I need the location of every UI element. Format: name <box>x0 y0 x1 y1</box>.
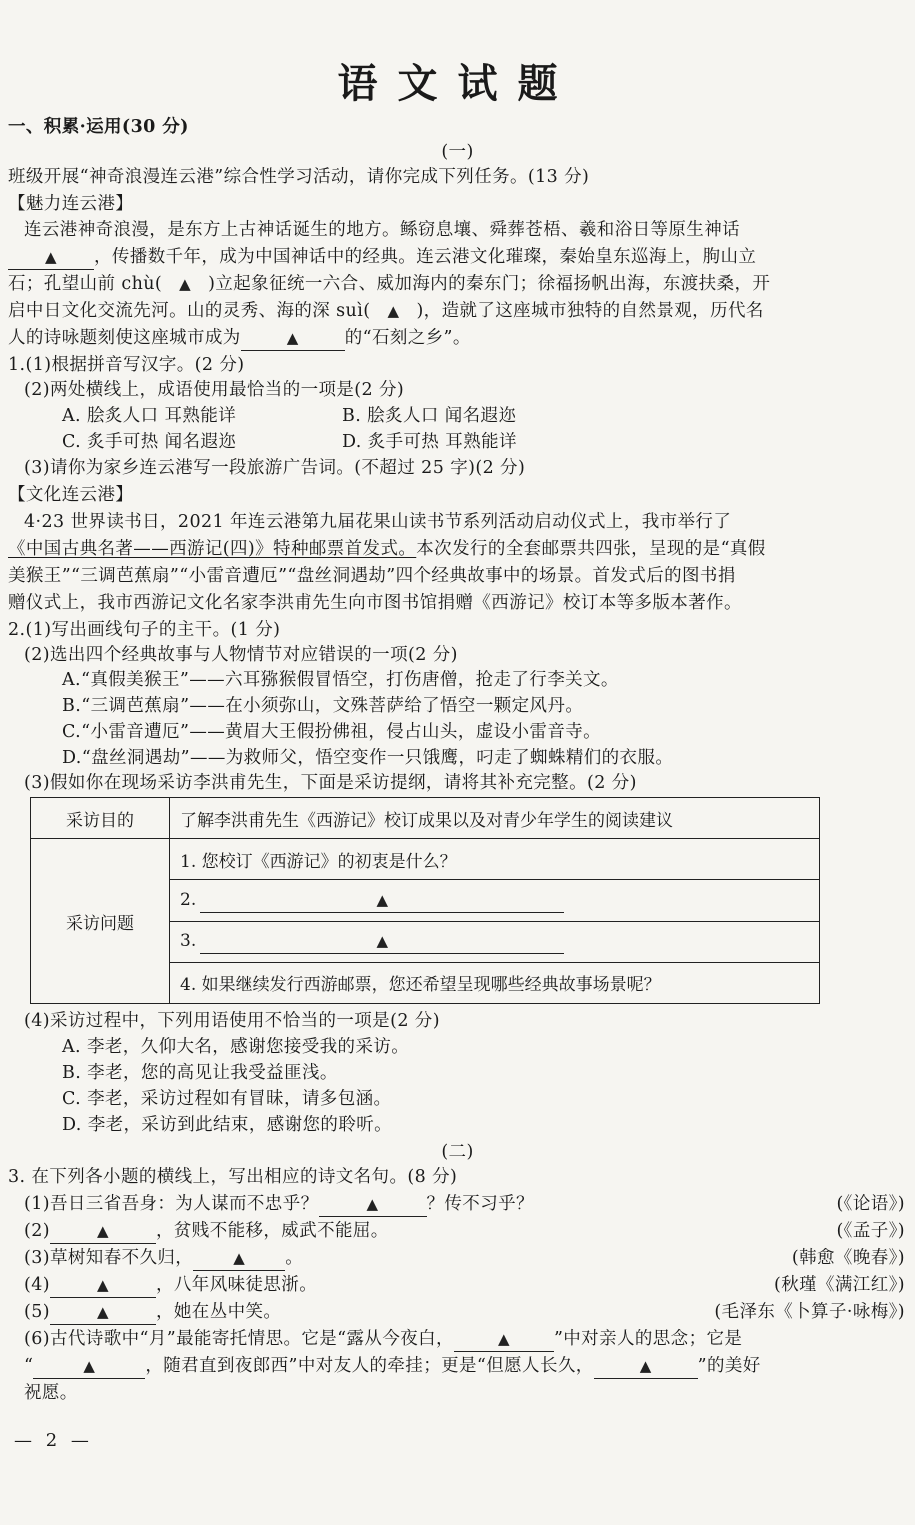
triangle-icon: ▲ <box>97 1276 109 1294</box>
poem-text: ，她在丛中笑。 <box>156 1302 282 1322</box>
poem-text: ”的美好 <box>697 1356 761 1376</box>
triangle-icon: ▲ <box>97 1303 109 1321</box>
table-row <box>31 798 820 839</box>
passage-text: 石；孔望山前 chù( <box>8 274 163 294</box>
poem-source: (秋瑾《满江红》) <box>773 1275 905 1295</box>
activity-intro: 班级开展“神奇浪漫连云港”综合性学习活动，请你完成下列任务。(13 分) <box>8 167 590 187</box>
triangle-icon: ▲ <box>376 890 388 909</box>
table-cell-question <box>170 921 820 962</box>
poem-line-6 <box>24 1325 907 1353</box>
table-header-questions: 采访问题 <box>31 839 170 1004</box>
answer-blank[interactable] <box>241 326 345 351</box>
question-number: 2. <box>180 889 197 910</box>
table-header-purpose: 采访目的 <box>31 798 170 839</box>
question-1-1: 1.(1)根据拼音写汉字。(2 分) <box>8 355 245 375</box>
poem-text: (2) <box>24 1221 50 1241</box>
option-b[interactable]: B.“三调芭蕉扇”——在小须弥山，文殊菩萨给了悟空一颗定风丹。 <box>62 696 584 716</box>
exam-title: 语文试题 <box>337 61 578 107</box>
triangle-icon: ▲ <box>497 1330 510 1348</box>
poem-line-3 <box>24 1244 907 1272</box>
option-c[interactable]: C. 炙手可热 闻名遐迩 <box>62 432 237 452</box>
passage-line: 赠仪式上，我市西游记文化名家李洪甫先生向市图书馆捐赠《西游记》校订本等多版本著作。 <box>8 593 742 613</box>
passage-line <box>8 535 907 563</box>
passage-line <box>8 324 907 352</box>
table-cell-purpose: 了解李洪甫先生《西游记》校订成果以及对青少年学生的阅读建议 <box>170 798 820 839</box>
option-d[interactable]: D. 炙手可热 耳熟能详 <box>342 432 517 452</box>
option-d[interactable]: D. 李老，采访到此结束，感谢您的聆听。 <box>62 1115 393 1135</box>
passage-line <box>8 270 907 298</box>
poem-source: (《论语》) <box>836 1194 905 1214</box>
passage-line: 连云港神奇浪漫，是东方上古神话诞生的地方。鲧窃息壤、舜葬苍梧、羲和浴日等原生神话 <box>24 220 740 240</box>
triangle-icon: ▲ <box>286 329 299 347</box>
part-two-heading: (二) <box>441 1142 474 1162</box>
option-b[interactable]: B. 脍炙人口 闻名遐迩 <box>342 406 517 426</box>
answer-blank[interactable] <box>454 1327 554 1352</box>
passage-text: 人的诗咏题刻使这座城市成为 <box>8 328 241 348</box>
question-2-4: (4)采访过程中，下列用语使用不恰当的一项是(2 分) <box>24 1011 440 1031</box>
answer-blank[interactable] <box>33 1354 145 1379</box>
question-2-2: (2)选出四个经典故事与人物情节对应错误的一项(2 分) <box>24 645 458 665</box>
passage-text: )，造就了这座城市独特的自然景观，历代名 <box>416 301 764 321</box>
answer-blank[interactable] <box>594 1354 698 1379</box>
answer-blank[interactable] <box>8 245 94 270</box>
triangle-icon: ▲ <box>376 932 388 951</box>
question-number: 3. <box>180 931 197 952</box>
poem-text: ？传不习乎？ <box>426 1194 534 1214</box>
answer-blank[interactable] <box>370 297 416 325</box>
option-a[interactable]: A. 脍炙人口 耳熟能详 <box>62 406 237 426</box>
answer-blank[interactable] <box>193 1246 285 1271</box>
poem-line-7 <box>24 1352 907 1380</box>
option-a[interactable]: A.“真假美猴王”——六耳猕猴假冒悟空，打伤唐僧，抢走了行李关文。 <box>62 670 619 690</box>
question-1-2: (2)两处横线上，成语使用最恰当的一项是(2 分) <box>24 380 405 400</box>
table-row <box>31 839 820 880</box>
option-c[interactable]: C.“小雷音遭厄”——黄眉大王假扮佛祖，侵占山头，虚设小雷音寺。 <box>62 722 602 742</box>
poem-text: (6)古代诗歌中“月”最能寄托情思。它是“露从今夜白， <box>24 1329 454 1349</box>
option-d[interactable]: D.“盘丝洞遇劫”——为救师父，悟空变作一只饿鹰，叼走了蜘蛛精们的衣服。 <box>62 748 674 768</box>
page-number: — 2 — <box>14 1430 93 1451</box>
passage-text: 的“石刻之乡”。 <box>344 328 471 348</box>
poem-text: 。 <box>285 1248 304 1268</box>
passage-line: 4·23 世界读书日，2021 年连云港第九届花果山读书节系列活动启动仪式上，我市举行了 <box>24 512 732 532</box>
poem-text: (5) <box>24 1302 50 1322</box>
passage-text: )立起象征统一六合、威加海内的秦东门；徐福扬帆出海，东渡扶桑，开 <box>208 274 771 294</box>
poem-line-2 <box>24 1217 907 1245</box>
option-b[interactable]: B. 李老，您的高见让我受益匪浅。 <box>62 1063 338 1083</box>
module-culture-heading: 【文化连云港】 <box>8 485 134 505</box>
passage-line: 美猴王”“三调芭蕉扇”“小雷音遭厄”“盘丝洞遇劫”四个经典故事中的场景。首发式后的图书捐 <box>8 566 736 586</box>
poem-text: (1)吾日三省吾身：为人谋而不忠乎？ <box>24 1194 319 1214</box>
answer-blank[interactable] <box>200 929 564 954</box>
question-1-3: (3)请你为家乡连云港写一段旅游广告词。(不超过 25 字)(2 分) <box>24 458 526 478</box>
question-3: 3. 在下列各小题的横线上，写出相应的诗文名句。(8 分) <box>8 1167 458 1187</box>
answer-blank[interactable] <box>50 1300 156 1325</box>
poem-text: ，八年风味徒思浙。 <box>156 1275 318 1295</box>
poem-source: (韩愈《晚春》) <box>791 1248 905 1268</box>
passage-text: 启中日文化交流先河。山的灵秀、海的深 suì( <box>8 301 371 321</box>
answer-blank[interactable] <box>50 1219 156 1244</box>
triangle-icon: ▲ <box>639 1357 652 1375</box>
triangle-icon: ▲ <box>83 1357 96 1375</box>
triangle-icon: ▲ <box>97 1222 109 1240</box>
table-cell-question: 1. 您校订《西游记》的初衷是什么？ <box>170 839 820 880</box>
poem-line-8: 祝愿。 <box>24 1383 78 1403</box>
passage-line <box>8 243 907 271</box>
poem-text: “ <box>24 1356 34 1376</box>
question-2-3: (3)假如你在现场采访李洪甫先生，下面是采访提纲，请将其补充完整。(2 分) <box>24 773 637 793</box>
question-2-1: 2.(1)写出画线句子的主干。(1 分) <box>8 620 281 640</box>
triangle-icon: ▲ <box>387 302 400 320</box>
passage-text: 本次发行的全套邮票共四张，呈现的是“真假 <box>416 539 766 559</box>
poem-line-1 <box>24 1190 907 1218</box>
poem-text: ，贫贱不能移，威武不能屈。 <box>156 1221 389 1241</box>
module-charm-heading: 【魅力连云港】 <box>8 194 134 214</box>
poem-text: ，随君直到夜郎西”中对友人的牵挂；更是“但愿人长久， <box>145 1356 594 1376</box>
table-cell-question <box>170 880 820 921</box>
interview-outline-table <box>30 797 820 1004</box>
option-c[interactable]: C. 李老，采访过程如有冒昧，请多包涵。 <box>62 1089 392 1109</box>
poem-source: (毛泽东《卜算子·咏梅》) <box>714 1302 905 1322</box>
triangle-icon: ▲ <box>45 248 57 266</box>
passage-line <box>8 297 907 325</box>
triangle-icon: ▲ <box>366 1195 379 1213</box>
part-one-heading: (一) <box>441 142 474 162</box>
answer-blank[interactable] <box>50 1273 156 1298</box>
passage-text: ，传播数千年，成为中国神话中的经典。连云港文化璀璨，秦始皇东巡海上，朐山立 <box>94 247 757 267</box>
table-cell-question: 4. 如果继续发行西游邮票，您还希望呈现哪些经典故事场景呢？ <box>170 962 820 1003</box>
poem-source: (《孟子》) <box>836 1221 905 1241</box>
poem-text: (3)草树知春不久归， <box>24 1248 194 1268</box>
answer-blank[interactable] <box>200 888 564 913</box>
triangle-icon: ▲ <box>179 275 192 293</box>
underlined-sentence: 《中国古典名著——西游记(四)》特种邮票首发式。 <box>8 539 417 559</box>
answer-blank[interactable] <box>162 270 208 298</box>
triangle-icon: ▲ <box>233 1249 246 1267</box>
option-a[interactable]: A. 李老，久仰大名，感谢您接受我的采访。 <box>62 1037 410 1057</box>
poem-text: ”中对亲人的思念；它是 <box>553 1329 743 1349</box>
section-heading: 一、积累·运用(30 分) <box>8 117 189 137</box>
answer-blank[interactable] <box>319 1192 427 1217</box>
poem-text: (4) <box>24 1275 50 1295</box>
